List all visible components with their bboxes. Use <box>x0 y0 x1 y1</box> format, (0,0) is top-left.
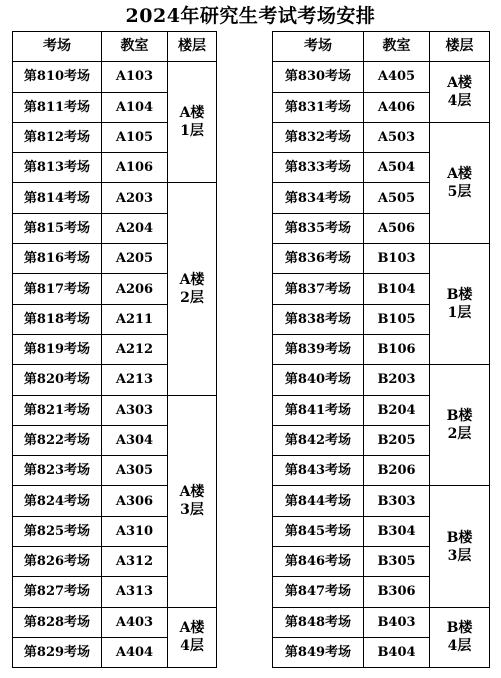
classroom-cell: B304 <box>364 516 430 546</box>
classroom-cell: A305 <box>102 456 168 486</box>
exam-room-cell: 第843考场 <box>273 456 364 486</box>
classroom-cell: B306 <box>364 577 430 607</box>
classroom-cell: A405 <box>364 62 430 92</box>
exam-room-cell: 第824考场 <box>13 486 102 516</box>
exam-room-cell: 第810考场 <box>13 62 102 92</box>
classroom-cell: A204 <box>102 213 168 243</box>
classroom-cell: B204 <box>364 395 430 425</box>
classroom-cell: B205 <box>364 425 430 455</box>
exam-room-cell: 第819考场 <box>13 334 102 364</box>
exam-room-cell: 第831考场 <box>273 92 364 122</box>
classroom-cell: B104 <box>364 274 430 304</box>
exam-room-cell: 第811考场 <box>13 92 102 122</box>
exam-room-cell: 第814考场 <box>13 183 102 213</box>
classroom-cell: B103 <box>364 244 430 274</box>
exam-room-cell: 第847考场 <box>273 577 364 607</box>
floor-cell: A楼 2层 <box>168 183 217 395</box>
floor-cell: B楼 4层 <box>430 607 490 668</box>
table-row <box>273 486 490 516</box>
exam-room-cell: 第838考场 <box>273 304 364 334</box>
classroom-cell: A313 <box>102 577 168 607</box>
exam-room-cell: 第835考场 <box>273 213 364 243</box>
table-row <box>273 122 490 152</box>
classroom-cell: A205 <box>102 244 168 274</box>
classroom-cell: A505 <box>364 183 430 213</box>
exam-room-cell: 第823考场 <box>13 456 102 486</box>
page-title: 2024年研究生考试考场安排 <box>125 5 376 27</box>
classroom-cell: B305 <box>364 547 430 577</box>
classroom-cell: A306 <box>102 486 168 516</box>
floor-cell: B楼 2层 <box>430 365 490 486</box>
header-classroom: 教室 <box>102 32 168 62</box>
exam-room-cell: 第840考场 <box>273 365 364 395</box>
header-floor: 楼层 <box>168 32 217 62</box>
exam-room-cell: 第830考场 <box>273 62 364 92</box>
classroom-cell: A504 <box>364 153 430 183</box>
exam-room-cell: 第820考场 <box>13 365 102 395</box>
table-row <box>273 607 490 637</box>
header-room: 考场 <box>13 32 102 62</box>
classroom-cell: A312 <box>102 547 168 577</box>
classroom-cell: A213 <box>102 365 168 395</box>
classroom-cell: A310 <box>102 516 168 546</box>
classroom-cell: A404 <box>102 637 168 667</box>
exam-room-cell: 第815考场 <box>13 213 102 243</box>
classroom-cell: A303 <box>102 395 168 425</box>
exam-room-cell: 第849考场 <box>273 637 364 667</box>
table-header-row <box>273 32 490 62</box>
exam-room-cell: 第818考场 <box>13 304 102 334</box>
classroom-cell: A211 <box>102 304 168 334</box>
classroom-cell: A212 <box>102 334 168 364</box>
floor-cell: B楼 3层 <box>430 486 490 607</box>
classroom-cell: A406 <box>364 92 430 122</box>
classroom-cell: A206 <box>102 274 168 304</box>
classroom-cell: B203 <box>364 365 430 395</box>
exam-room-cell: 第848考场 <box>273 607 364 637</box>
table-row <box>273 365 490 395</box>
exam-room-cell: 第825考场 <box>13 516 102 546</box>
table-row <box>273 244 490 274</box>
exam-room-cell: 第813考场 <box>13 153 102 183</box>
exam-room-cell: 第816考场 <box>13 244 102 274</box>
classroom-cell: B106 <box>364 334 430 364</box>
exam-room-cell: 第837考场 <box>273 274 364 304</box>
classroom-cell: A106 <box>102 153 168 183</box>
classroom-cell: A105 <box>102 122 168 152</box>
classroom-cell: B403 <box>364 607 430 637</box>
floor-cell: A楼 3层 <box>168 395 217 607</box>
classroom-cell: A506 <box>364 213 430 243</box>
classroom-cell: A203 <box>102 183 168 213</box>
exam-room-cell: 第836考场 <box>273 244 364 274</box>
exam-room-cell: 第828考场 <box>13 607 102 637</box>
floor-cell: A楼 4层 <box>168 607 217 668</box>
classroom-cell: B404 <box>364 637 430 667</box>
classroom-cell: A104 <box>102 92 168 122</box>
exam-room-cell: 第827考场 <box>13 577 102 607</box>
table-header-row <box>13 32 217 62</box>
exam-room-cell: 第846考场 <box>273 547 364 577</box>
exam-room-cell: 第845考场 <box>273 516 364 546</box>
classroom-cell: B303 <box>364 486 430 516</box>
floor-cell: A楼 1层 <box>168 62 217 183</box>
exam-room-cell: 第841考场 <box>273 395 364 425</box>
table-row <box>13 62 217 92</box>
exam-room-cell: 第822考场 <box>13 425 102 455</box>
classroom-cell: A103 <box>102 62 168 92</box>
floor-cell: A楼 4层 <box>430 62 490 123</box>
table-row <box>13 395 217 425</box>
classroom-cell: A403 <box>102 607 168 637</box>
exam-room-table-left <box>12 31 217 668</box>
classroom-cell: B206 <box>364 456 430 486</box>
classroom-cell: A503 <box>364 122 430 152</box>
exam-room-cell: 第844考场 <box>273 486 364 516</box>
exam-room-cell: 第817考场 <box>13 274 102 304</box>
exam-room-cell: 第832考场 <box>273 122 364 152</box>
exam-room-table-right <box>272 31 490 668</box>
classroom-cell: A304 <box>102 425 168 455</box>
floor-cell: B楼 1层 <box>430 244 490 365</box>
header-floor: 楼层 <box>430 32 490 62</box>
floor-cell: A楼 5层 <box>430 122 490 243</box>
classroom-cell: B105 <box>364 304 430 334</box>
exam-room-cell: 第833考场 <box>273 153 364 183</box>
exam-room-cell: 第839考场 <box>273 334 364 364</box>
exam-room-cell: 第812考场 <box>13 122 102 152</box>
table-row <box>13 607 217 637</box>
exam-room-cell: 第821考场 <box>13 395 102 425</box>
exam-room-cell: 第829考场 <box>13 637 102 667</box>
table-row <box>273 62 490 92</box>
exam-room-cell: 第826考场 <box>13 547 102 577</box>
exam-room-cell: 第834考场 <box>273 183 364 213</box>
header-room: 考场 <box>273 32 364 62</box>
table-row <box>13 183 217 213</box>
header-classroom: 教室 <box>364 32 430 62</box>
exam-room-cell: 第842考场 <box>273 425 364 455</box>
